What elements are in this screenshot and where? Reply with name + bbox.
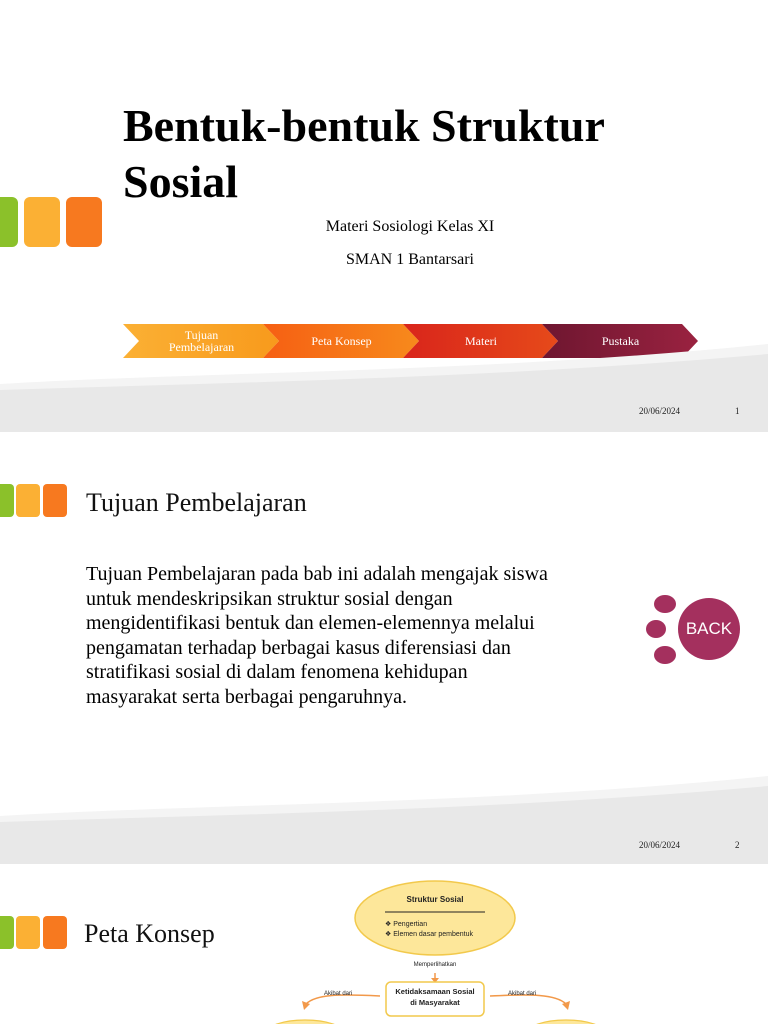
top-node-item-1: ❖ Pengertian: [385, 921, 428, 928]
slide-title-line-2: Sosial: [123, 156, 239, 207]
back-button[interactable]: [640, 590, 750, 668]
nav-item-pustaka-label: Pustaka: [601, 334, 640, 348]
top-node-title: Struktur Sosial: [406, 895, 464, 904]
top-node-item-2: ❖ Elemen dasar pembentuk: [385, 931, 474, 938]
slide-heading: Peta Konsep: [84, 919, 215, 948]
paragraph-line: stratifikasi sosial di dalam fenomena kehidupan: [86, 661, 468, 683]
left-link-label: Akibat dari: [324, 991, 353, 997]
slide-title-line-1: Bentuk-bentuk Struktur: [123, 100, 605, 151]
slide-3: [0, 864, 768, 1024]
paragraph-line: Tujuan Pembelajaran pada bab ini adalah mengajak siswa: [86, 563, 548, 585]
center-node-line-2: di Masyarakat: [410, 998, 460, 1007]
footer-wave: [0, 332, 768, 432]
nav-item-peta-konsep-label: Peta Konsep: [311, 334, 372, 348]
slide-2: [0, 432, 768, 864]
slide-heading: Tujuan Pembelajaran: [86, 488, 307, 517]
link-label: Memperlihatkan: [413, 962, 457, 968]
slide-1: [0, 0, 768, 432]
nav-item-tujuan-line-2: Pembelajaran: [168, 340, 235, 354]
objective-paragraph: [86, 562, 548, 709]
top-node-item-1-label: Pengertian: [393, 921, 428, 928]
center-node-text: [386, 986, 484, 1008]
slide-title: [123, 98, 605, 210]
slide-date: 20/06/2024: [639, 406, 681, 416]
nav-item-tujuan-line-1: Tujuan: [184, 328, 219, 342]
back-label: BACK: [685, 619, 733, 638]
nav-item-materi-label: Materi: [465, 334, 497, 348]
deco-square-yellow: [16, 484, 40, 517]
back-dot-middle: [646, 620, 666, 638]
paragraph-line: masyarakat serta berbagai pengaruhnya.: [86, 685, 407, 708]
back-dot-bottom: [654, 646, 676, 664]
paragraph-line: untuk mendeskripsikan struktur sosial dengan: [86, 587, 453, 610]
back-dot-top: [654, 595, 676, 613]
deco-square-green: [0, 484, 14, 517]
slide-subtitle: Materi Sosiologi Kelas XI: [325, 218, 495, 235]
slide-number: 1: [735, 406, 740, 416]
slide-date: 20/06/2024: [639, 840, 681, 850]
top-node-item-2-label: Elemen dasar pembentuk: [393, 931, 474, 938]
left-node-ellipse: [265, 1020, 345, 1024]
paragraph-line: mengidentifikasi bentuk dan elemen-elemennya melalui: [86, 612, 535, 634]
school-name: SMAN 1 Bantarsari: [346, 251, 474, 268]
center-node-line-1: Ketidaksamaan Sosial: [395, 987, 475, 996]
top-node-ellipse: [355, 881, 515, 955]
slide-number: 2: [735, 840, 740, 850]
right-node-ellipse: [526, 1020, 606, 1024]
right-link-label: Akibat dari: [508, 991, 537, 997]
deco-square-orange: [43, 484, 67, 517]
back-circle[interactable]: [678, 598, 740, 660]
paragraph-line: pengamatan terhadap berbagai kasus diferensiasi dan: [86, 636, 511, 659]
concept-map-graphics: [0, 864, 768, 1024]
